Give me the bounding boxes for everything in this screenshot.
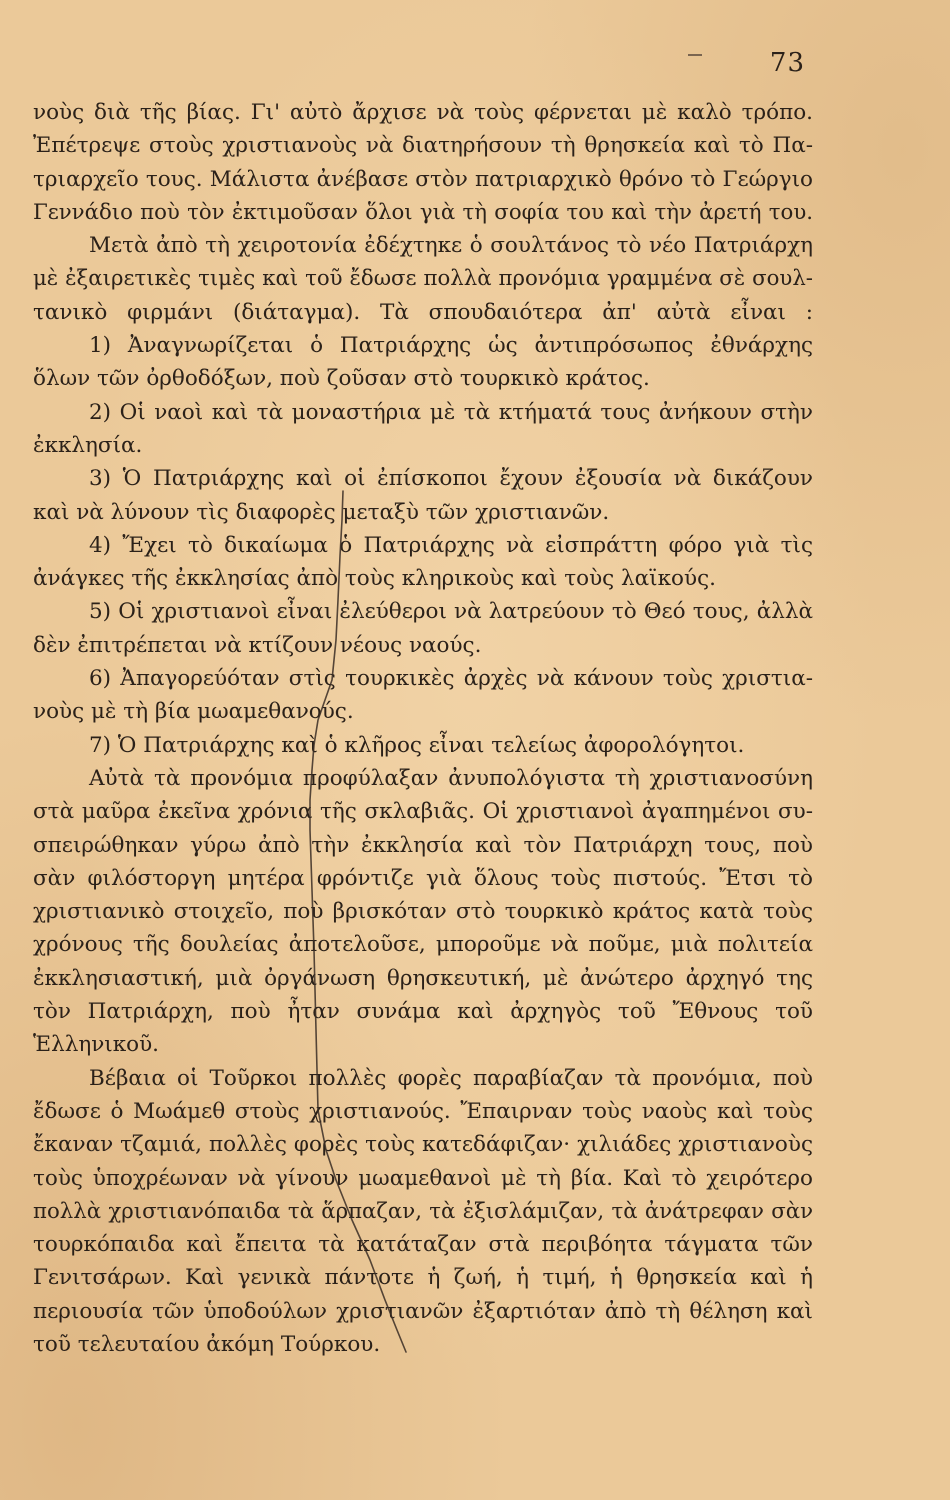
text-line: ἐκκλησιαστική, μιὰ ὀργάνωση θρησκευτική, μὲ ἀνώτερο ἀρχηγό της — [33, 965, 813, 991]
text-line: τοὺς ὑποχρέωναν νὰ γίνουν μωαμεθανοὶ μὲ τὴ βία. Καὶ τὸ χειρότερο — [33, 1165, 813, 1191]
text-line: τανικὸ φιρμάνι (διάταγμα). Τὰ σπουδαιότερα ἀπ' αὐτὰ εἶναι : — [33, 299, 813, 325]
text-line: νοὺς μὲ τὴ βία μωαμεθανούς. — [33, 699, 354, 725]
text-line: σὰν φιλόστοργη μητέρα φρόντιζε γιὰ ὅλους τοὺς πιστούς. Ἔτσι τὸ — [33, 865, 813, 891]
text-line: μὲ ἐξαιρετικὲς τιμὲς καὶ τοῦ ἔδωσε πολλὰ προνόμια γραμμένα σὲ σουλ- — [33, 266, 813, 292]
text-line: Ἐπέτρεψε στοὺς χριστιανοὺς νὰ διατηρήσουν τὴ θρησκεία καὶ τὸ Πα- — [33, 133, 813, 159]
text-line: καὶ νὰ λύνουν τὶς διαφορὲς μεταξὺ τῶν χριστιανῶν. — [33, 499, 610, 525]
text-line: Γεννάδιο ποὺ τὸν ἐκτιμοῦσαν ὅλοι γιὰ τὴ σοφία του καὶ τὴν ἀρετή του. — [33, 199, 813, 225]
text-line: 1) Ἀναγνωρίζεται ὁ Πατριάρχης ὡς ἀντιπρόσωπος ἐθνάρχης — [89, 333, 813, 359]
dash-mark — [688, 54, 702, 56]
text-line: ὅλων τῶν ὀρθοδόξων, ποὺ ζοῦσαν στὸ τουρκικὸ κράτος. — [33, 366, 650, 392]
text-line: Γενιτσάρων. Καὶ γενικὰ πάντοτε ἡ ζωή, ἡ τιμή, ἡ θρησκεία καὶ ἡ — [33, 1265, 813, 1291]
text-line: σπειρώθηκαν γύρω ἀπὸ τὴν ἐκκλησία καὶ τὸν Πατριάρχη τους, ποὺ — [33, 832, 813, 858]
text-line: ἔκαναν τζαμιά, πολλὲς φορὲς τοὺς κατεδάφιζαν· χιλιάδες χριστιανοὺς — [33, 1132, 813, 1158]
text-line: τοῦ τελευταίου ἀκόμη Τούρκου. — [33, 1331, 381, 1357]
text-line: Αὐτὰ τὰ προνόμια προφύλαξαν ἀνυπολόγιστα τὴ χριστιανοσύνη — [89, 765, 813, 791]
body-text — [33, 96, 813, 1361]
text-line: Ἑλληνικοῦ. — [33, 1032, 160, 1058]
text-line: 6) Ἀπαγορεύόταν στὶς τουρκικὲς ἀρχὲς νὰ κάνουν τοὺς χριστια- — [89, 666, 813, 692]
text-line: χρόνους τῆς δουλείας ἀποτελοῦσε, μποροῦμε νὰ ποῦμε, μιὰ πολιτεία — [33, 932, 813, 958]
text-line: ἐκκλησία. — [33, 432, 143, 458]
text-line: ἔδωσε ὁ Μωάμεθ στοὺς χριστιανούς. Ἔπαιρναν τοὺς ναοὺς καὶ τοὺς — [33, 1098, 813, 1124]
page-number: 73 — [769, 48, 805, 78]
text-line: 5) Οἱ χριστιανοὶ εἶναι ἐλεύθεροι νὰ λατρεύουν τὸ Θεό τους, ἀλλὰ — [89, 599, 813, 625]
text-line: τουρκόπαιδα καὶ ἔπειτα τὰ κατάταζαν στὰ περιβόητα τάγματα τῶν — [33, 1232, 813, 1258]
text-line: 7) Ὁ Πατριάρχης καὶ ὁ κλῆρος εἶναι τελείως ἀφορολόγητοι. — [89, 732, 745, 758]
text-line: στὰ μαῦρα ἐκεῖνα χρόνια τῆς σκλαβιᾶς. Οἱ χριστιανοὶ ἀγαπημένοι συ- — [33, 799, 813, 825]
text-line: περιουσία τῶν ὑποδούλων χριστιανῶν ἐξαρτιόταν ἀπὸ τὴ θέληση καὶ — [33, 1298, 813, 1324]
text-line: νοὺς διὰ τῆς βίας. Γι' αὐτὸ ἄρχισε νὰ τοὺς φέρνεται μὲ καλὸ τρόπο. — [33, 100, 813, 125]
text-line: χριστιανικὸ στοιχεῖο, ποὺ βρισκόταν στὸ τουρκικὸ κράτος κατὰ τοὺς — [33, 899, 813, 925]
text-line: τὸν Πατριάρχη, ποὺ ἦταν συνάμα καὶ ἀρχηγὸς τοῦ Ἔθνους τοῦ — [33, 999, 813, 1025]
text-line: Βέβαια οἱ Τοῦρκοι πολλὲς φορὲς παραβίαζαν τὰ προνόμια, ποὺ — [89, 1065, 813, 1091]
text-line: 4) Ἔχει τὸ δικαίωμα ὁ Πατριάρχης νὰ εἰσπράττη φόρο γιὰ τὶς — [89, 532, 813, 558]
text-line: τριαρχεῖο τους. Μάλιστα ἀνέβασε στὸν πατριαρχικὸ θρόνο τὸ Γεώργιο — [33, 166, 813, 192]
text-line: πολλὰ χριστιανόπαιδα τὰ ἅρπαζαν, τὰ ἐξισλάμιζαν, τὰ ἀνάτρεφαν σὰν — [33, 1198, 813, 1224]
text-line: 3) Ὁ Πατριάρχης καὶ οἱ ἐπίσκοποι ἔχουν ἐξουσία νὰ δικάζουν — [89, 466, 813, 492]
text-line: Μετὰ ἀπὸ τὴ χειροτονία ἐδέχτηκε ὁ σουλτάνος τὸ νέο Πατριάρχη — [89, 233, 813, 259]
text-line: δὲν ἐπιτρέπεται νὰ κτίζουν νέους ναούς. — [33, 632, 482, 658]
text-line: ἀνάγκες τῆς ἐκκλησίας ἀπὸ τοὺς κληρικοὺς καὶ τοὺς λαϊκούς. — [33, 566, 716, 592]
text-line: 2) Οἱ ναοὶ καὶ τὰ μοναστήρια μὲ τὰ κτήματά τους ἀνήκουν στὴν — [89, 399, 813, 425]
